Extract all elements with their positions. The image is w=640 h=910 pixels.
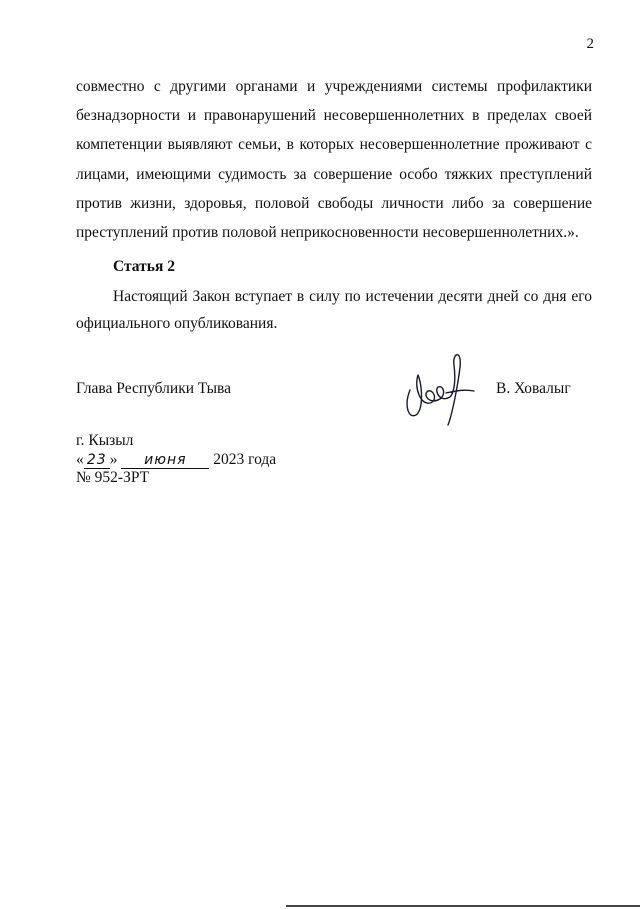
body-line: безнадзорности и правонарушений несовершеннолетних в пределах своей bbox=[76, 107, 592, 125]
article-line: Настоящий Закон вступает в силу по истечении десяти дней со дня его bbox=[113, 288, 592, 305]
date-open-quote: « bbox=[76, 451, 84, 468]
signatory-name: В. Ховалыг bbox=[496, 380, 571, 397]
date-month: июня bbox=[121, 452, 209, 469]
article-text bbox=[76, 283, 592, 337]
body-line: против жизни, здоровья, половой свободы личности либо за совершение bbox=[76, 194, 592, 212]
date-close-quote: » bbox=[109, 451, 118, 468]
date-year: 2023 года bbox=[213, 451, 277, 468]
date-day: 23 bbox=[84, 452, 110, 469]
page-bottom-edge bbox=[286, 905, 640, 907]
body-line: компетенции выявляют семьи, в которых несовершеннолетние проживают с bbox=[76, 136, 592, 154]
handwritten-signature bbox=[400, 345, 480, 429]
body-line: преступлений против половой неприкосновенности несовершеннолетних.». bbox=[76, 224, 579, 242]
date-line bbox=[76, 451, 276, 469]
article-heading: Статья 2 bbox=[113, 258, 175, 275]
body-text bbox=[76, 72, 592, 247]
signatory-title: Глава Республики Тыва bbox=[76, 380, 232, 397]
document-number: № 952-ЗРТ bbox=[76, 469, 150, 486]
body-line: совместно с другими органами и учреждениями системы профилактики bbox=[76, 78, 592, 95]
body-line: лицами, имеющими судимость за совершение особо тяжких преступлений bbox=[76, 165, 592, 183]
place-of-signing: г. Кызыл bbox=[76, 432, 134, 449]
page-number: 2 bbox=[586, 36, 594, 52]
article-line: официального опубликования. bbox=[76, 315, 278, 332]
